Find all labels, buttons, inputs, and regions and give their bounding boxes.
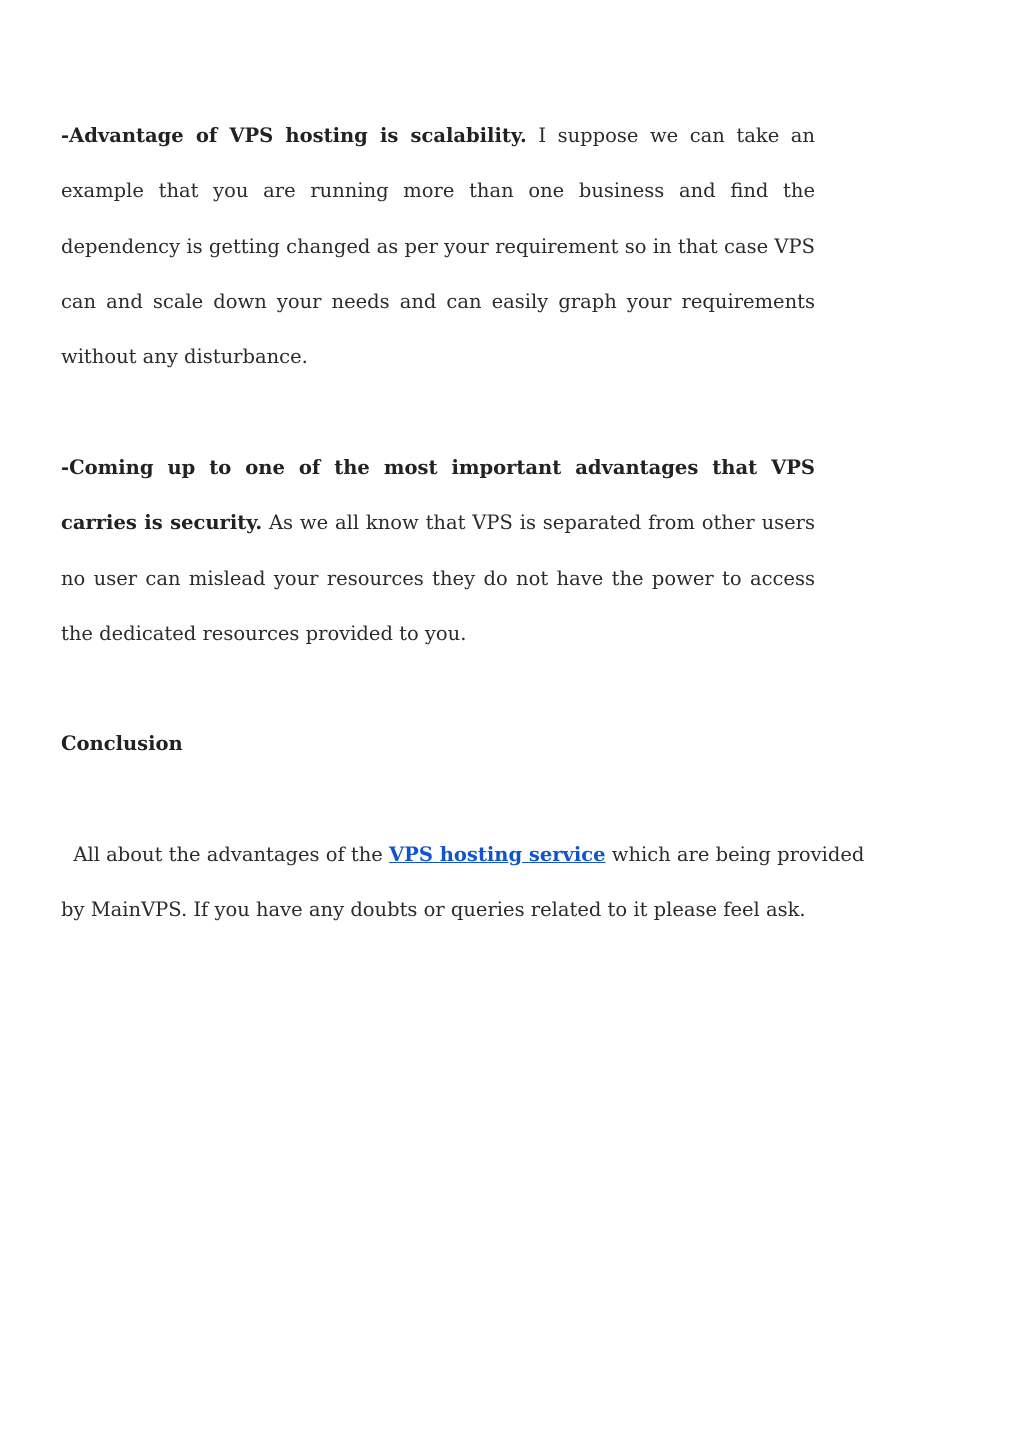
conclusion-heading: Conclusion	[61, 732, 183, 755]
vps-hosting-service-link[interactable]: VPS hosting service	[389, 843, 606, 866]
paragraph-security-heading: -Coming up to one of the most important advantages that VPS carries is security.	[61, 456, 815, 535]
paragraph-scalability	[61, 108, 815, 384]
paragraph-security-body: As we all know that VPS is separated from other users no user can mislead your resources they do not have the power to access the dedicated resources provided to you.	[61, 511, 815, 645]
paragraph-conclusion	[61, 827, 891, 938]
paragraph-security	[61, 440, 815, 661]
paragraph-scalability-heading: -Advantage of VPS hosting is scalability.	[61, 124, 527, 147]
paragraph-scalability-body: I suppose we can take an example that you are running more than one business and find the dependency is getting changed as per your requirement so in that case VPS can and scale down your needs and can easily graph your requirements without any disturbance.	[61, 124, 815, 369]
conclusion-text-after: which are being provided by MainVPS. If you have any doubts or queries related to it please feel ask.	[61, 843, 865, 922]
conclusion-text-before: All about the advantages of the	[61, 843, 390, 866]
